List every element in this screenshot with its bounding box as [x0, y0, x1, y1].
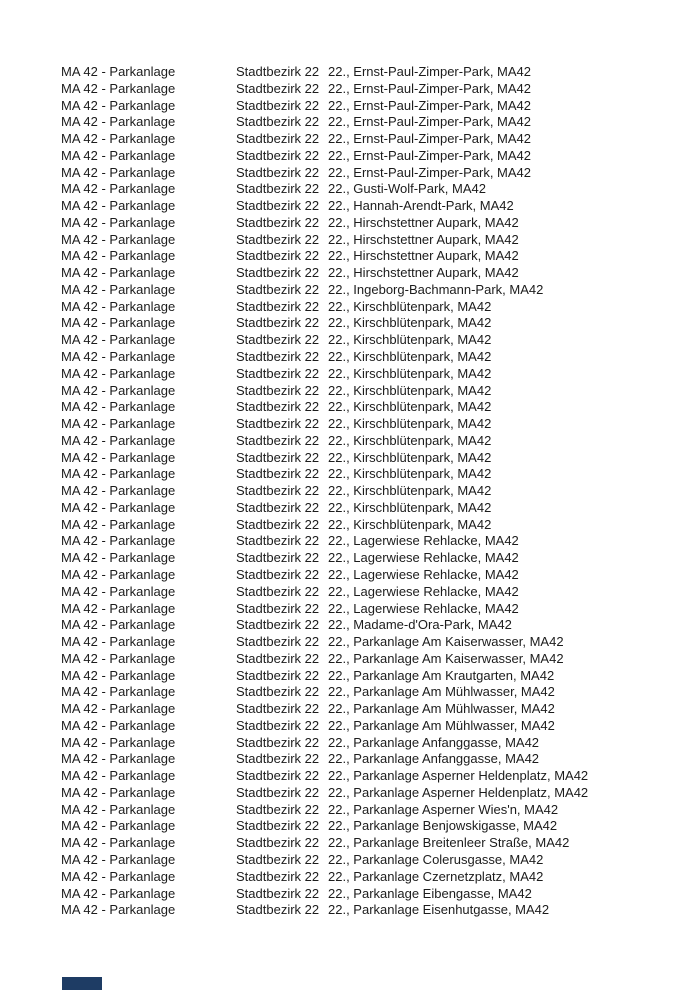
table-row	[61, 886, 700, 903]
location-cell: 22., Parkanlage Colerusgasse, MA42	[328, 851, 544, 867]
category-cell: MA 42 - Parkanlage	[61, 416, 176, 432]
location-cell: 22., Hirschstettner Aupark, MA42	[328, 214, 519, 230]
table-row	[61, 416, 700, 433]
category-cell: MA 42 - Parkanlage	[61, 784, 176, 800]
location-cell: 22., Ernst-Paul-Zimper-Park, MA42	[328, 80, 532, 96]
table-row	[61, 248, 700, 265]
table-row	[61, 98, 700, 115]
district-cell: Stadtbezirk 22	[236, 751, 320, 767]
location-cell: 22., Hirschstettner Aupark, MA42	[328, 265, 519, 281]
table-row	[61, 433, 700, 450]
district-cell: Stadtbezirk 22	[236, 466, 320, 482]
location-cell: 22., Parkanlage Am Krautgarten, MA42	[328, 667, 555, 683]
table-row	[61, 735, 700, 752]
location-cell: 22., Ernst-Paul-Zimper-Park, MA42	[328, 64, 532, 79]
category-cell: MA 42 - Parkanlage	[61, 634, 176, 650]
district-cell: Stadtbezirk 22	[236, 717, 320, 733]
location-cell: 22., Ernst-Paul-Zimper-Park, MA42	[328, 131, 532, 147]
table-row	[61, 785, 700, 802]
location-cell: 22., Kirschblütenpark, MA42	[328, 432, 492, 448]
category-cell: MA 42 - Parkanlage	[61, 248, 176, 264]
district-cell: Stadtbezirk 22	[236, 432, 320, 448]
table-row	[61, 64, 700, 81]
category-cell: MA 42 - Parkanlage	[61, 198, 176, 214]
district-cell: Stadtbezirk 22	[236, 583, 320, 599]
location-cell: 22., Parkanlage Asperner Heldenplatz, MA42	[328, 768, 589, 784]
district-cell: Stadtbezirk 22	[236, 399, 320, 415]
category-cell: MA 42 - Parkanlage	[61, 902, 176, 918]
table-row	[61, 500, 700, 517]
location-cell: 22., Kirschblütenpark, MA42	[328, 332, 492, 348]
location-cell: 22., Ernst-Paul-Zimper-Park, MA42	[328, 164, 532, 180]
district-cell: Stadtbezirk 22	[236, 617, 320, 633]
district-cell: Stadtbezirk 22	[236, 818, 320, 834]
table-row	[61, 617, 700, 634]
category-cell: MA 42 - Parkanlage	[61, 114, 176, 130]
category-cell: MA 42 - Parkanlage	[61, 432, 176, 448]
category-cell: MA 42 - Parkanlage	[61, 667, 176, 683]
location-cell: 22., Hirschstettner Aupark, MA42	[328, 248, 519, 264]
category-cell: MA 42 - Parkanlage	[61, 650, 176, 666]
table-row	[61, 517, 700, 534]
category-cell: MA 42 - Parkanlage	[61, 600, 176, 616]
location-cell: 22., Kirschblütenpark, MA42	[328, 466, 492, 482]
category-cell: MA 42 - Parkanlage	[61, 701, 176, 717]
table-row	[61, 198, 700, 215]
location-cell: 22., Parkanlage Anfanggasse, MA42	[328, 751, 540, 767]
table-row	[61, 601, 700, 618]
table-row	[61, 651, 700, 668]
location-cell: 22., Lagerwiese Rehlacke, MA42	[328, 533, 519, 549]
district-cell: Stadtbezirk 22	[236, 80, 320, 96]
district-cell: Stadtbezirk 22	[236, 131, 320, 147]
location-cell: 22., Parkanlage Eisenhutgasse, MA42	[328, 902, 550, 918]
category-cell: MA 42 - Parkanlage	[61, 466, 176, 482]
location-cell: 22., Gusti-Wolf-Park, MA42	[328, 181, 486, 197]
table-row	[61, 533, 700, 550]
district-cell: Stadtbezirk 22	[236, 885, 320, 901]
location-cell: 22., Lagerwiese Rehlacke, MA42	[328, 566, 519, 582]
district-cell: Stadtbezirk 22	[236, 64, 320, 79]
category-cell: MA 42 - Parkanlage	[61, 566, 176, 582]
category-cell: MA 42 - Parkanlage	[61, 483, 176, 499]
district-cell: Stadtbezirk 22	[236, 214, 320, 230]
table-row	[61, 751, 700, 768]
category-cell: MA 42 - Parkanlage	[61, 583, 176, 599]
district-cell: Stadtbezirk 22	[236, 349, 320, 365]
category-cell: MA 42 - Parkanlage	[61, 851, 176, 867]
location-cell: 22., Hirschstettner Aupark, MA42	[328, 231, 519, 247]
category-cell: MA 42 - Parkanlage	[61, 349, 176, 365]
table-row	[61, 701, 700, 718]
category-cell: MA 42 - Parkanlage	[61, 550, 176, 566]
district-cell: Stadtbezirk 22	[236, 365, 320, 381]
category-cell: MA 42 - Parkanlage	[61, 164, 176, 180]
district-cell: Stadtbezirk 22	[236, 902, 320, 918]
district-cell: Stadtbezirk 22	[236, 684, 320, 700]
district-cell: Stadtbezirk 22	[236, 97, 320, 113]
district-cell: Stadtbezirk 22	[236, 114, 320, 130]
category-cell: MA 42 - Parkanlage	[61, 768, 176, 784]
table-row	[61, 81, 700, 98]
district-cell: Stadtbezirk 22	[236, 231, 320, 247]
district-cell: Stadtbezirk 22	[236, 198, 320, 214]
table-row	[61, 181, 700, 198]
table-row	[61, 114, 700, 131]
location-cell: 22., Kirschblütenpark, MA42	[328, 315, 492, 331]
category-cell: MA 42 - Parkanlage	[61, 734, 176, 750]
table-row	[61, 232, 700, 249]
location-cell: 22., Parkanlage Czernetzplatz, MA42	[328, 868, 544, 884]
table-row	[61, 718, 700, 735]
category-cell: MA 42 - Parkanlage	[61, 499, 176, 515]
location-cell: 22., Parkanlage Breitenleer Straße, MA42	[328, 835, 570, 851]
district-cell: Stadtbezirk 22	[236, 265, 320, 281]
location-cell: 22., Kirschblütenpark, MA42	[328, 516, 492, 532]
table-row	[61, 483, 700, 500]
table-row	[61, 282, 700, 299]
district-cell: Stadtbezirk 22	[236, 600, 320, 616]
district-cell: Stadtbezirk 22	[236, 851, 320, 867]
category-cell: MA 42 - Parkanlage	[61, 64, 176, 79]
location-cell: 22., Parkanlage Am Mühlwasser, MA42	[328, 701, 555, 717]
location-cell: 22., Parkanlage Am Kaiserwasser, MA42	[328, 650, 564, 666]
next-page-fragment	[62, 977, 102, 990]
category-cell: MA 42 - Parkanlage	[61, 449, 176, 465]
table-row	[61, 584, 700, 601]
table-row	[61, 768, 700, 785]
location-cell: 22., Kirschblütenpark, MA42	[328, 416, 492, 432]
table-row	[61, 869, 700, 886]
district-cell: Stadtbezirk 22	[236, 533, 320, 549]
location-cell: 22., Ingeborg-Bachmann-Park, MA42	[328, 281, 544, 297]
district-cell: Stadtbezirk 22	[236, 701, 320, 717]
table-row	[61, 634, 700, 651]
district-cell: Stadtbezirk 22	[236, 801, 320, 817]
table-row	[61, 265, 700, 282]
table-row	[61, 818, 700, 835]
location-cell: 22., Kirschblütenpark, MA42	[328, 399, 492, 415]
location-cell: 22., Kirschblütenpark, MA42	[328, 499, 492, 515]
district-cell: Stadtbezirk 22	[236, 483, 320, 499]
location-cell: 22., Parkanlage Am Mühlwasser, MA42	[328, 717, 555, 733]
location-cell: 22., Parkanlage Asperner Heldenplatz, MA42	[328, 784, 589, 800]
district-cell: Stadtbezirk 22	[236, 181, 320, 197]
district-cell: Stadtbezirk 22	[236, 499, 320, 515]
location-cell: 22., Ernst-Paul-Zimper-Park, MA42	[328, 114, 532, 130]
category-cell: MA 42 - Parkanlage	[61, 80, 176, 96]
category-cell: MA 42 - Parkanlage	[61, 617, 176, 633]
park-listing-table	[61, 64, 700, 919]
location-cell: 22., Kirschblütenpark, MA42	[328, 349, 492, 365]
location-cell: 22., Kirschblütenpark, MA42	[328, 483, 492, 499]
district-cell: Stadtbezirk 22	[236, 634, 320, 650]
district-cell: Stadtbezirk 22	[236, 164, 320, 180]
category-cell: MA 42 - Parkanlage	[61, 684, 176, 700]
location-cell: 22., Kirschblütenpark, MA42	[328, 382, 492, 398]
location-cell: 22., Parkanlage Asperner Wies'n, MA42	[328, 801, 559, 817]
location-cell: 22., Lagerwiese Rehlacke, MA42	[328, 550, 519, 566]
category-cell: MA 42 - Parkanlage	[61, 332, 176, 348]
table-row	[61, 902, 700, 919]
district-cell: Stadtbezirk 22	[236, 315, 320, 331]
category-cell: MA 42 - Parkanlage	[61, 214, 176, 230]
table-row	[61, 383, 700, 400]
location-cell: 22., Parkanlage Eibengasse, MA42	[328, 885, 532, 901]
table-row	[61, 148, 700, 165]
table-row	[61, 835, 700, 852]
district-cell: Stadtbezirk 22	[236, 566, 320, 582]
category-cell: MA 42 - Parkanlage	[61, 298, 176, 314]
table-row	[61, 450, 700, 467]
category-cell: MA 42 - Parkanlage	[61, 835, 176, 851]
district-cell: Stadtbezirk 22	[236, 416, 320, 432]
district-cell: Stadtbezirk 22	[236, 382, 320, 398]
category-cell: MA 42 - Parkanlage	[61, 365, 176, 381]
category-cell: MA 42 - Parkanlage	[61, 399, 176, 415]
location-cell: 22., Hannah-Arendt-Park, MA42	[328, 198, 514, 214]
district-cell: Stadtbezirk 22	[236, 550, 320, 566]
table-row	[61, 299, 700, 316]
table-row	[61, 332, 700, 349]
category-cell: MA 42 - Parkanlage	[61, 516, 176, 532]
district-cell: Stadtbezirk 22	[236, 516, 320, 532]
table-row	[61, 567, 700, 584]
district-cell: Stadtbezirk 22	[236, 449, 320, 465]
category-cell: MA 42 - Parkanlage	[61, 751, 176, 767]
category-cell: MA 42 - Parkanlage	[61, 868, 176, 884]
category-cell: MA 42 - Parkanlage	[61, 801, 176, 817]
category-cell: MA 42 - Parkanlage	[61, 281, 176, 297]
district-cell: Stadtbezirk 22	[236, 835, 320, 851]
location-cell: 22., Parkanlage Benjowskigasse, MA42	[328, 818, 558, 834]
table-row	[61, 131, 700, 148]
table-row	[61, 668, 700, 685]
district-cell: Stadtbezirk 22	[236, 784, 320, 800]
district-cell: Stadtbezirk 22	[236, 667, 320, 683]
location-cell: 22., Ernst-Paul-Zimper-Park, MA42	[328, 97, 532, 113]
table-row	[61, 852, 700, 869]
district-cell: Stadtbezirk 22	[236, 248, 320, 264]
district-cell: Stadtbezirk 22	[236, 650, 320, 666]
location-cell: 22., Madame-d'Ora-Park, MA42	[328, 617, 512, 633]
category-cell: MA 42 - Parkanlage	[61, 131, 176, 147]
category-cell: MA 42 - Parkanlage	[61, 315, 176, 331]
location-cell: 22., Parkanlage Am Kaiserwasser, MA42	[328, 634, 564, 650]
table-row	[61, 366, 700, 383]
table-row	[61, 684, 700, 701]
category-cell: MA 42 - Parkanlage	[61, 231, 176, 247]
category-cell: MA 42 - Parkanlage	[61, 181, 176, 197]
table-row	[61, 399, 700, 416]
category-cell: MA 42 - Parkanlage	[61, 147, 176, 163]
table-row	[61, 315, 700, 332]
district-cell: Stadtbezirk 22	[236, 332, 320, 348]
location-cell: 22., Kirschblütenpark, MA42	[328, 449, 492, 465]
district-cell: Stadtbezirk 22	[236, 298, 320, 314]
category-cell: MA 42 - Parkanlage	[61, 818, 176, 834]
category-cell: MA 42 - Parkanlage	[61, 265, 176, 281]
location-cell: 22., Ernst-Paul-Zimper-Park, MA42	[328, 147, 532, 163]
district-cell: Stadtbezirk 22	[236, 281, 320, 297]
location-cell: 22., Kirschblütenpark, MA42	[328, 365, 492, 381]
category-cell: MA 42 - Parkanlage	[61, 97, 176, 113]
location-cell: 22., Lagerwiese Rehlacke, MA42	[328, 600, 519, 616]
district-cell: Stadtbezirk 22	[236, 768, 320, 784]
category-cell: MA 42 - Parkanlage	[61, 533, 176, 549]
district-cell: Stadtbezirk 22	[236, 868, 320, 884]
category-cell: MA 42 - Parkanlage	[61, 717, 176, 733]
table-row	[61, 550, 700, 567]
location-cell: 22., Parkanlage Anfanggasse, MA42	[328, 734, 540, 750]
district-cell: Stadtbezirk 22	[236, 147, 320, 163]
location-cell: 22., Kirschblütenpark, MA42	[328, 298, 492, 314]
table-row	[61, 466, 700, 483]
table-row	[61, 349, 700, 366]
location-cell: 22., Lagerwiese Rehlacke, MA42	[328, 583, 519, 599]
table-row	[61, 165, 700, 182]
district-cell: Stadtbezirk 22	[236, 734, 320, 750]
category-cell: MA 42 - Parkanlage	[61, 382, 176, 398]
table-row	[61, 215, 700, 232]
location-cell: 22., Parkanlage Am Mühlwasser, MA42	[328, 684, 555, 700]
table-row	[61, 802, 700, 819]
category-cell: MA 42 - Parkanlage	[61, 885, 176, 901]
